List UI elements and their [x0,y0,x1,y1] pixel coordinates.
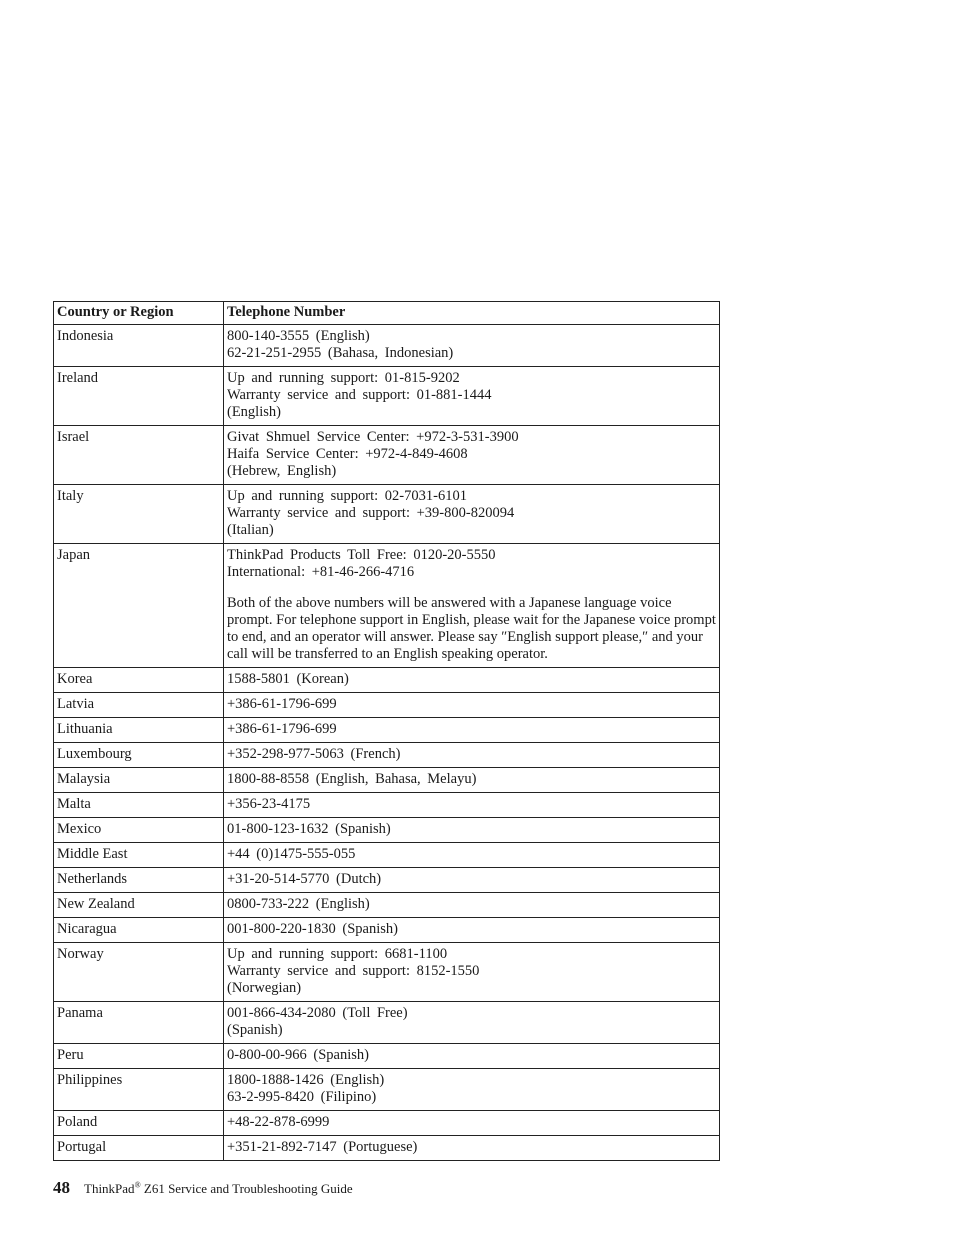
country-cell: Lithuania [54,718,224,743]
table-row [54,1069,720,1111]
table-row [54,768,720,793]
table-header-row [54,302,720,325]
telephone-cell [224,1002,720,1044]
telephone-cell [224,793,720,818]
country-cell: Korea [54,668,224,693]
table-row [54,743,720,768]
telephone-cell [224,544,720,668]
telephone-line: (Hebrew, English) [227,463,337,479]
telephone-line: Up and running support: 01-815-9202 [227,370,460,386]
telephone-line: 0800-733-222 (English) [227,896,370,912]
telephone-cell [224,818,720,843]
telephone-cell [224,768,720,793]
country-cell: Netherlands [54,868,224,893]
telephone-cell [224,893,720,918]
telephone-cell [224,1136,720,1161]
telephone-cell [224,843,720,868]
telephone-line: 01-800-123-1632 (Spanish) [227,821,391,837]
telephone-line: Warranty service and support: 01-881-1444 [227,387,492,403]
telephone-cell [224,943,720,1002]
country-cell: Middle East [54,843,224,868]
country-cell: Philippines [54,1069,224,1111]
country-cell: Malta [54,793,224,818]
country-cell: Indonesia [54,325,224,367]
telephone-line: Up and running support: 6681-1100 [227,946,448,962]
country-cell: Portugal [54,1136,224,1161]
table-row [54,367,720,426]
country-cell: Israel [54,426,224,485]
country-cell: New Zealand [54,893,224,918]
country-cell: Ireland [54,367,224,426]
footer-product-name: ThinkPad [84,1181,135,1196]
country-cell: Nicaragua [54,918,224,943]
telephone-cell [224,1069,720,1111]
telephone-cell [224,1111,720,1136]
telephone-line: 1800-1888-1426 (English) [227,1072,385,1088]
country-cell: Malaysia [54,768,224,793]
table-row [54,325,720,367]
country-cell: Japan [54,544,224,668]
column-header-telephone: Telephone Number [224,302,720,325]
telephone-line: 63-2-995-8420 (Filipino) [227,1089,377,1105]
table-row [54,1136,720,1161]
telephone-cell [224,668,720,693]
telephone-line: (Spanish) [227,1022,283,1038]
country-cell: Mexico [54,818,224,843]
telephone-line: 1800-88-8558 (English, Bahasa, Melayu) [227,771,477,787]
telephone-line: 001-866-434-2080 (Toll Free) [227,1005,408,1021]
telephone-cell [224,426,720,485]
country-cell: Panama [54,1002,224,1044]
telephone-cell [224,868,720,893]
telephone-line: International: +81-46-266-4716 [227,564,415,580]
table-row [54,668,720,693]
telephone-cell [224,918,720,943]
telephone-line: Up and running support: 02-7031-6101 [227,488,467,504]
telephone-line: +48-22-878-6999 [227,1114,330,1130]
table-row [54,843,720,868]
table-row [54,818,720,843]
telephone-line: Warranty service and support: +39-800-820094 [227,505,515,521]
table-row [54,793,720,818]
table-body [54,325,720,1161]
telephone-line: (Italian) [227,522,274,538]
telephone-cell [224,367,720,426]
footer-guide-title: Z61 Service and Troubleshooting Guide [143,1181,353,1196]
telephone-cell [224,693,720,718]
telephone-line: 001-800-220-1830 (Spanish) [227,921,398,937]
table-row [54,893,720,918]
country-cell: Luxembourg [54,743,224,768]
telephone-line: +386-61-1796-699 [227,721,337,737]
support-note: Both of the above numbers will be answered with a Japanese language voice prompt. For telephone support in English, please wait for the Japanese voice prompt to end, and an operator will answer. Please say ″English support please,″ and your call will be transferred to an English speaking operator. [227,595,716,662]
table-row [54,544,720,668]
table-row [54,1111,720,1136]
telephone-line: +386-61-1796-699 [227,696,337,712]
table-row [54,718,720,743]
table-row [54,1044,720,1069]
column-header-country: Country or Region [54,302,224,325]
telephone-cell [224,1044,720,1069]
table-row [54,485,720,544]
telephone-line: +356-23-4175 [227,796,311,812]
telephone-line: +351-21-892-7147 (Portuguese) [227,1139,418,1155]
telephone-line: Haifa Service Center: +972-4-849-4608 [227,446,468,462]
telephone-line: 0-800-00-966 (Spanish) [227,1047,369,1063]
telephone-line: +352-298-977-5063 (French) [227,746,401,762]
telephone-cell [224,325,720,367]
page-footer [53,1178,353,1198]
telephone-cell [224,718,720,743]
table-row [54,868,720,893]
telephone-line: Givat Shmuel Service Center: +972-3-531-3900 [227,429,519,445]
table-row [54,943,720,1002]
telephone-line: +31-20-514-5770 (Dutch) [227,871,382,887]
country-cell: Italy [54,485,224,544]
telephone-line: (English) [227,404,281,420]
telephone-line: +44 (0)1475-555-055 [227,846,356,862]
country-cell: Norway [54,943,224,1002]
country-cell: Peru [54,1044,224,1069]
table-row [54,1002,720,1044]
country-cell: Poland [54,1111,224,1136]
telephone-line: (Norwegian) [227,980,302,996]
telephone-line: 800-140-3555 (English) [227,328,370,344]
telephone-line: 62-21-251-2955 (Bahasa, Indonesian) [227,345,454,361]
page-number: 48 [53,1178,70,1197]
table-row [54,426,720,485]
telephone-line: 1588-5801 (Korean) [227,671,349,687]
telephone-support-table [53,301,720,1161]
telephone-line: ThinkPad Products Toll Free: 0120-20-5550 [227,547,496,563]
telephone-cell [224,743,720,768]
telephone-cell [224,485,720,544]
registered-trademark-mark: ® [134,1180,141,1190]
telephone-line: Warranty service and support: 8152-1550 [227,963,480,979]
table-row [54,693,720,718]
country-cell: Latvia [54,693,224,718]
table-row [54,918,720,943]
